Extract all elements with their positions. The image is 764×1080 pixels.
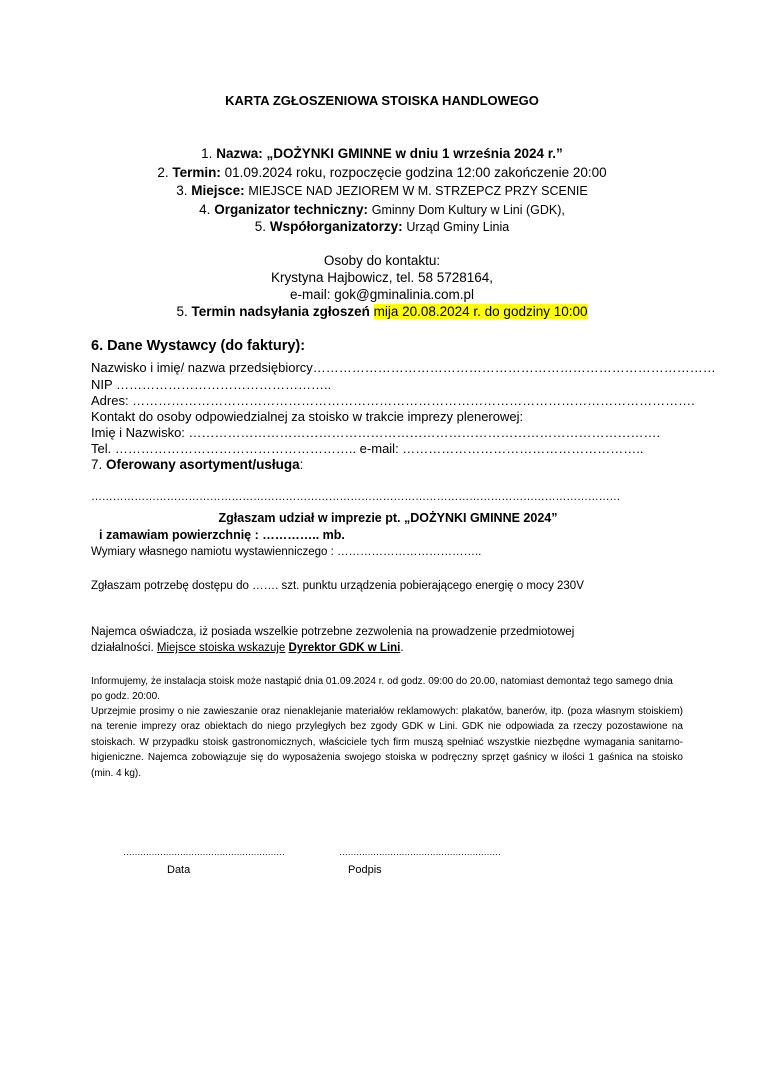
co-organizer-label: Współorganizatorzy: bbox=[269, 219, 403, 234]
contact-person-heading: Kontakt do osoby odpowiedzialnej za stoisko w trakcie imprezy plenerowej: bbox=[91, 409, 524, 424]
organizer-value: Gminny Dom Kultury w Lini (GDK), bbox=[371, 203, 565, 217]
statement-text: działalności. bbox=[91, 642, 154, 654]
item-number: 7. bbox=[91, 457, 103, 472]
nip-field[interactable]: NIP ………………………………………….. bbox=[91, 377, 332, 392]
signature-line[interactable]: ………………………………………………… bbox=[339, 847, 501, 857]
item-number: 4. bbox=[199, 202, 211, 217]
item-number: 5. bbox=[254, 219, 267, 234]
person-name-field[interactable]: Imię i Nazwisko: ………………………………………………………………………………………………. bbox=[91, 425, 661, 440]
item-number: 5. bbox=[176, 304, 188, 319]
co-organizer-value: Urząd Gminy Linia bbox=[406, 220, 510, 234]
organizer-label: Organizator techniczny: bbox=[214, 202, 368, 217]
item-number: 1. bbox=[201, 146, 213, 161]
assortment-line bbox=[91, 457, 303, 472]
info-paragraph-1: Informujemy, że instalacja stoisk może nastąpić dnia 01.09.2024 r. od godz. 09:00 do 20.00, natomiast demontaż tego samego dnia po godz. 20:00. bbox=[91, 676, 673, 703]
tent-size-field[interactable]: Wymiary własnego namiotu wystawienniczego : ……………………………….. bbox=[91, 546, 482, 558]
event-place-label: Miejsce: bbox=[191, 183, 245, 198]
contact-heading: Osoby do kontaktu: bbox=[323, 253, 441, 268]
event-name-value: „DOŻYNKI GMINNE w dniu 1 września 2024 r.” bbox=[266, 146, 563, 161]
date-signature-line[interactable]: ………………………………………………… bbox=[123, 847, 285, 857]
deadline-label: Termin nadsyłania zgłoszeń bbox=[191, 304, 370, 319]
statement-line1: Najemca oświadcza, iż posiada wszelkie potrzebne zezwolenia na prowadzenie przedmiotowej bbox=[91, 626, 575, 638]
event-name-line bbox=[0, 146, 764, 161]
director-text: Dyrektor GDK w Lini bbox=[288, 642, 401, 654]
assortment-colon: : bbox=[299, 457, 304, 472]
power-access-field[interactable]: Zgłaszam potrzebę dostępu do ……. szt. punktu urządzenia pobierającego energię o mocy 230V bbox=[91, 580, 584, 592]
address-field[interactable]: Adres: …………………………………………………………………………………………………………………. bbox=[91, 393, 695, 408]
event-date-line bbox=[0, 165, 764, 180]
item-number: 3. bbox=[176, 183, 188, 198]
exhibitor-name-field[interactable]: Nazwisko i imię/ nazwa przedsiębiorcy………………………………………………………………………………… bbox=[91, 360, 716, 375]
event-place-line bbox=[0, 183, 764, 198]
assortment-field[interactable]: ………………………………………………………………………………………………………………………………… bbox=[91, 491, 621, 503]
deadline-line bbox=[0, 304, 764, 319]
statement-line2 bbox=[91, 642, 404, 654]
event-name-label: Nazwa: bbox=[216, 146, 263, 161]
event-date-value: 01.09.2024 roku, rozpoczęcie godzina 12:00 zakończenie 20:00 bbox=[224, 165, 607, 180]
signature-label: Podpis bbox=[348, 864, 382, 876]
statement-period: . bbox=[400, 642, 404, 654]
deadline-value: mija 20.08.2024 r. do godziny 10:00 bbox=[373, 304, 588, 319]
info-paragraph-2: Uprzejmie prosimy o nie zawieszanie oraz nienaklejanie materiałów reklamowych: plakatów, banerów, itp. (poza własnym stoiskiem) na terenie imprezy oraz obiektach do niego przyległych bez zgody GDK w Lini. GDK nie odpowiada za rzeczy pozostawione na stoiskach. W przypadku stoisk gastronomicznych, właściciele tych firm muszą spełniać wszystkie niezbędne wymagania sanitarno-higieniczne. Najemca zobowiązuje się do wyposażenia swojego stoiska w podręczny sprzęt gaśnicy w ilości 1 gaśnica na stoisko (min. 4 kg). bbox=[91, 706, 683, 779]
assortment-label: Oferowany asortyment/usługa bbox=[106, 457, 300, 472]
contact-email: e-mail: gok@gminalinia.com.pl bbox=[289, 287, 475, 302]
exhibitor-heading: 6. Dane Wystawcy (do faktury): bbox=[91, 338, 306, 354]
event-date-label: Termin: bbox=[172, 165, 221, 180]
area-field[interactable]: i zamawiam powierzchnię : ………….. mb. bbox=[99, 528, 345, 542]
event-place-value: MIEJSCE NAD JEZIOREM W M. STRZEPCZ PRZY SCENIE bbox=[248, 184, 588, 198]
item-number: 2. bbox=[157, 165, 169, 180]
form-title: KARTA ZGŁOSZENIOWA STOISKA HANDLOWEGO bbox=[225, 93, 539, 108]
date-label: Data bbox=[167, 864, 191, 876]
tel-email-field[interactable]: Tel. ……………………………………………….. e-mail: ……………………………………………….. bbox=[91, 441, 644, 456]
organizer-line bbox=[0, 202, 764, 217]
co-organizer-line bbox=[0, 219, 764, 234]
contact-person: Krystyna Hajbowicz, tel. 58 5728164, bbox=[270, 270, 494, 285]
declaration-line1: Zgłaszam udział w imprezie pt. „DOŻYNKI GMINNE 2024” bbox=[218, 511, 558, 525]
stand-location-text: Miejsce stoiska wskazuje bbox=[156, 642, 286, 654]
